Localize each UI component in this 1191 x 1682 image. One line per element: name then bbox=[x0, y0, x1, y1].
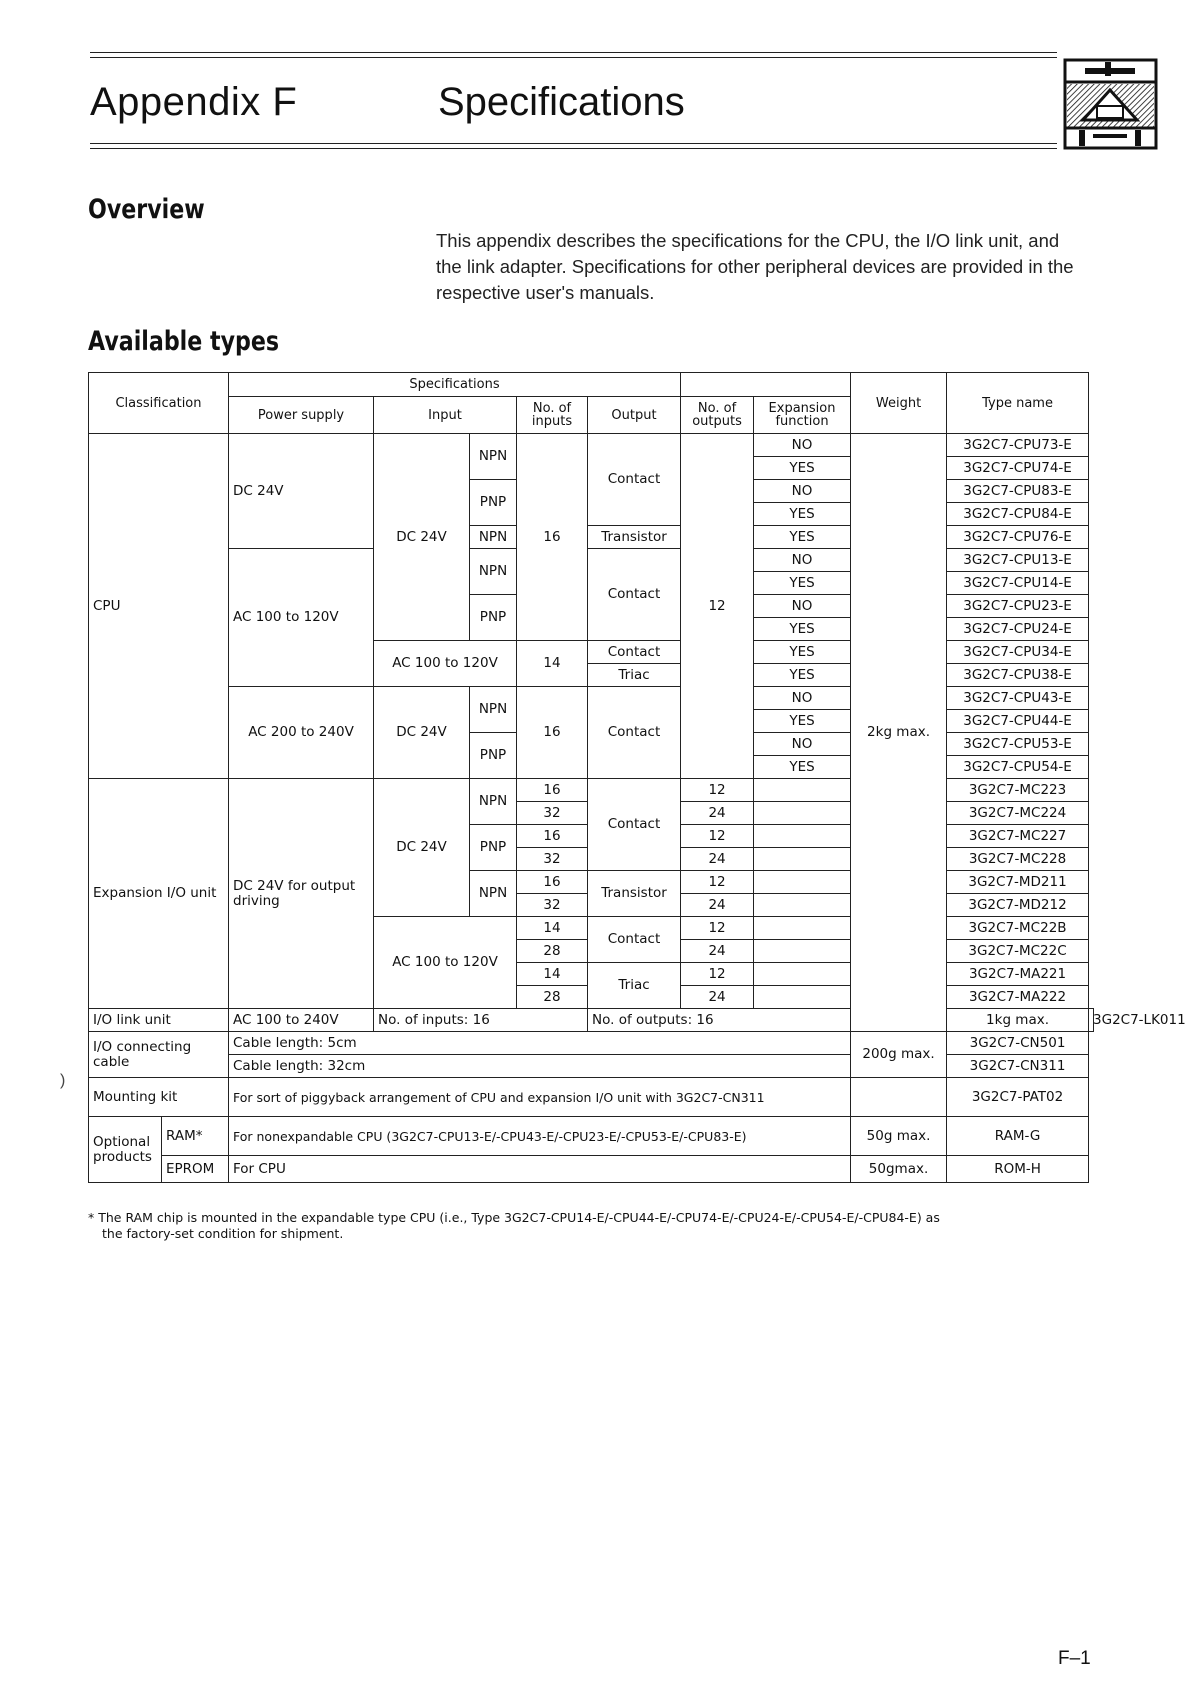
overview-heading: Overview bbox=[88, 194, 205, 225]
header-no-outputs: No. of outputs bbox=[681, 397, 754, 434]
mounting-classification: Mounting kit bbox=[89, 1078, 229, 1117]
io-link-weight: 1kg max. bbox=[947, 1009, 1089, 1032]
header-specifications: Specifications bbox=[229, 373, 681, 397]
exp-outputs-cell: 12 bbox=[681, 825, 754, 848]
expansion-cell: YES bbox=[754, 710, 851, 733]
expansion-cell-empty bbox=[754, 963, 851, 986]
expansion-cell: YES bbox=[754, 572, 851, 595]
exp-outputs-cell: 12 bbox=[681, 963, 754, 986]
exp-inputs-cell: 32 bbox=[517, 894, 588, 917]
cpu-output-contact: Contact bbox=[588, 549, 681, 641]
exp-inputs-cell: 14 bbox=[517, 917, 588, 940]
io-link-outputs: No. of outputs: 16 bbox=[588, 1009, 851, 1032]
header-classification: Classification bbox=[89, 373, 229, 434]
type-name-cell: 3G2C7-CPU83-E bbox=[947, 480, 1089, 503]
cpu-outputs-12: 12 bbox=[681, 434, 754, 779]
margin-bracket-mark: ) bbox=[60, 1072, 66, 1089]
type-name-cell: 3G2C7-CPU13-E bbox=[947, 549, 1089, 572]
exp-input-ac100-120: AC 100 to 120V bbox=[374, 917, 517, 1009]
expansion-cell: YES bbox=[754, 526, 851, 549]
type-name-cell: 3G2C7-CPU24-E bbox=[947, 618, 1089, 641]
cpu-inputs-16: 16 bbox=[517, 434, 588, 641]
optional-classification: Optional products bbox=[89, 1117, 162, 1183]
header-no-inputs: No. of inputs bbox=[517, 397, 588, 434]
expansion-cell-empty bbox=[754, 940, 851, 963]
type-name-cell: 3G2C7-MD211 bbox=[947, 871, 1089, 894]
expansion-cell: NO bbox=[754, 595, 851, 618]
header-rule-bottom-1 bbox=[90, 143, 1057, 144]
header-rule-top-2 bbox=[90, 57, 1057, 58]
expansion-cell-empty bbox=[754, 825, 851, 848]
type-name-cell: 3G2C7-MA221 bbox=[947, 963, 1089, 986]
io-cable-classification: I/O connecting cable bbox=[89, 1032, 229, 1078]
type-name-cell: 3G2C7-MC22C bbox=[947, 940, 1089, 963]
available-types-heading: Available types bbox=[88, 326, 280, 357]
type-name-cell: 3G2C7-PAT02 bbox=[947, 1078, 1089, 1117]
expansion-cell-empty bbox=[754, 871, 851, 894]
exp-npn: NPN bbox=[470, 779, 517, 825]
exp-inputs-cell: 16 bbox=[517, 871, 588, 894]
table-row bbox=[89, 1156, 1094, 1183]
exp-pnp: PNP bbox=[470, 825, 517, 871]
mounting-spec: For sort of piggyback arrangement of CPU and expansion I/O unit with 3G2C7-CN311 bbox=[229, 1078, 851, 1117]
optional-ram-spec: For nonexpandable CPU (3G2C7-CPU13-E/-CPU43-E/-CPU23-E/-CPU53-E/-CPU83-E) bbox=[229, 1117, 851, 1156]
type-name-cell: 3G2C7-CPU38-E bbox=[947, 664, 1089, 687]
table-header-row bbox=[89, 373, 1094, 397]
table-row bbox=[89, 1032, 1094, 1055]
exp-output-contact: Contact bbox=[588, 779, 681, 871]
io-cable-spec: Cable length: 32cm bbox=[229, 1055, 851, 1078]
cpu-output-contact: Contact bbox=[588, 687, 681, 779]
optional-ram-weight: 50g max. bbox=[851, 1117, 947, 1156]
exp-outputs-cell: 12 bbox=[681, 917, 754, 940]
expansion-cell: YES bbox=[754, 503, 851, 526]
cpu-inputs-14: 14 bbox=[517, 641, 588, 687]
header-rule-bottom-2 bbox=[90, 148, 1057, 149]
page-number: F–1 bbox=[1058, 1648, 1091, 1669]
header-input: Input bbox=[374, 397, 517, 434]
expansion-cell: YES bbox=[754, 641, 851, 664]
exp-inputs-cell: 16 bbox=[517, 779, 588, 802]
cpu-npn: NPN bbox=[470, 549, 517, 595]
type-name-cell: 3G2C7-CPU54-E bbox=[947, 756, 1089, 779]
header-power-supply: Power supply bbox=[229, 397, 374, 434]
expansion-cell-empty bbox=[754, 802, 851, 825]
exp-outputs-cell: 12 bbox=[681, 871, 754, 894]
io-link-power: AC 100 to 240V bbox=[229, 1009, 374, 1032]
exp-outputs-cell: 24 bbox=[681, 986, 754, 1009]
table-footnote bbox=[88, 1210, 1098, 1242]
io-cable-spec: Cable length: 5cm bbox=[229, 1032, 851, 1055]
table-row bbox=[89, 1078, 1094, 1117]
type-name-cell: 3G2C7-MC224 bbox=[947, 802, 1089, 825]
footnote-line-2: the factory-set condition for shipment. bbox=[102, 1226, 344, 1241]
cpu-power-ac100-120: AC 100 to 120V bbox=[229, 549, 374, 687]
exp-outputs-cell: 24 bbox=[681, 848, 754, 871]
cpu-output-transistor: Transistor bbox=[588, 526, 681, 549]
available-types-table bbox=[88, 372, 1186, 1183]
type-name-cell: 3G2C7-LK011 bbox=[1089, 1009, 1094, 1032]
cpu-npn: NPN bbox=[470, 526, 517, 549]
type-name-cell: 3G2C7-MC228 bbox=[947, 848, 1089, 871]
exp-outputs-cell: 24 bbox=[681, 940, 754, 963]
cpu-pnp: PNP bbox=[470, 733, 517, 779]
exp-output-contact: Contact bbox=[588, 917, 681, 963]
cpu-power-ac200-240: AC 200 to 240V bbox=[229, 687, 374, 779]
io-cable-weight: 200g max. bbox=[851, 1032, 947, 1078]
cpu-input-dc24v: DC 24V bbox=[374, 687, 470, 779]
cpu-input-ac100-120: AC 100 to 120V bbox=[374, 641, 517, 687]
type-name-cell: 3G2C7-MC223 bbox=[947, 779, 1089, 802]
type-name-cell: 3G2C7-CPU73-E bbox=[947, 434, 1089, 457]
expansion-cell: YES bbox=[754, 756, 851, 779]
cpu-output-contact: Contact bbox=[588, 641, 681, 664]
type-name-cell: 3G2C7-CPU43-E bbox=[947, 687, 1089, 710]
exp-input-dc24v: DC 24V bbox=[374, 779, 470, 917]
expansion-cell: NO bbox=[754, 434, 851, 457]
header-expansion: Expansion function bbox=[754, 397, 851, 434]
exp-inputs-cell: 32 bbox=[517, 802, 588, 825]
appendix-f-logo-icon bbox=[1063, 58, 1158, 150]
cpu-output-contact: Contact bbox=[588, 434, 681, 526]
type-name-cell: 3G2C7-CPU14-E bbox=[947, 572, 1089, 595]
type-name-cell: 3G2C7-CPU74-E bbox=[947, 457, 1089, 480]
expansion-cell-empty bbox=[754, 894, 851, 917]
expansion-cell-empty bbox=[754, 848, 851, 871]
type-name-cell: 3G2C7-CPU53-E bbox=[947, 733, 1089, 756]
exp-outputs-cell: 12 bbox=[681, 779, 754, 802]
header-type-name: Type name bbox=[947, 373, 1089, 434]
type-name-cell: ROM-H bbox=[947, 1156, 1089, 1183]
table-row bbox=[89, 434, 1094, 457]
expansion-cell: YES bbox=[754, 664, 851, 687]
header-rule-top-1 bbox=[90, 52, 1057, 53]
type-name-cell: 3G2C7-CPU44-E bbox=[947, 710, 1089, 733]
type-name-cell: 3G2C7-CPU76-E bbox=[947, 526, 1089, 549]
exp-output-transistor: Transistor bbox=[588, 871, 681, 917]
expansion-cell-empty bbox=[754, 986, 851, 1009]
exp-npn: NPN bbox=[470, 871, 517, 917]
cpu-npn: NPN bbox=[470, 434, 517, 480]
exp-outputs-cell: 24 bbox=[681, 894, 754, 917]
header-blank bbox=[681, 373, 851, 397]
table-row bbox=[89, 1117, 1094, 1156]
overview-paragraph: This appendix describes the specifications for the CPU, the I/O link unit, and the link adapter. Specifications for other peripheral devices are provided in the respective user's manuals. bbox=[436, 230, 1074, 303]
exp-inputs-cell: 28 bbox=[517, 940, 588, 963]
expansion-cell: NO bbox=[754, 687, 851, 710]
type-name-cell: RAM-G bbox=[947, 1117, 1089, 1156]
type-name-cell: 3G2C7-CN501 bbox=[947, 1032, 1089, 1055]
optional-ram-label: RAM* bbox=[162, 1117, 229, 1156]
io-link-classification: I/O link unit bbox=[89, 1009, 229, 1032]
type-name-cell: 3G2C7-MA222 bbox=[947, 986, 1089, 1009]
mounting-weight-empty bbox=[851, 1078, 947, 1117]
type-name-cell: 3G2C7-MD212 bbox=[947, 894, 1089, 917]
cpu-power-dc24v: DC 24V bbox=[229, 434, 374, 549]
type-name-cell: 3G2C7-CPU23-E bbox=[947, 595, 1089, 618]
type-name-cell: 3G2C7-CPU34-E bbox=[947, 641, 1089, 664]
appendix-label: Appendix F bbox=[90, 80, 298, 124]
expansion-cell: NO bbox=[754, 733, 851, 756]
exp-inputs-cell: 32 bbox=[517, 848, 588, 871]
expansion-cell: YES bbox=[754, 618, 851, 641]
optional-eprom-label: EPROM bbox=[162, 1156, 229, 1183]
type-name-cell: 3G2C7-CPU84-E bbox=[947, 503, 1089, 526]
exp-inputs-cell: 16 bbox=[517, 825, 588, 848]
io-link-inputs: No. of inputs: 16 bbox=[374, 1009, 588, 1032]
expansion-cell: NO bbox=[754, 480, 851, 503]
exp-inputs-cell: 14 bbox=[517, 963, 588, 986]
cpu-npn: NPN bbox=[470, 687, 517, 733]
exp-power: DC 24V for output driving bbox=[229, 779, 374, 1009]
header-output: Output bbox=[588, 397, 681, 434]
type-name-cell: 3G2C7-MC22B bbox=[947, 917, 1089, 940]
footnote-line-1: * The RAM chip is mounted in the expandable type CPU (i.e., Type 3G2C7-CPU14-E/-CPU44-E/-CPU74-E/-CPU24-E/-CPU54-E/-CPU84-E) as bbox=[88, 1210, 940, 1225]
header-weight: Weight bbox=[851, 373, 947, 434]
cpu-input-dc24v: DC 24V bbox=[374, 434, 470, 641]
exp-outputs-cell: 24 bbox=[681, 802, 754, 825]
cpu-classification: CPU bbox=[89, 434, 229, 779]
exp-inputs-cell: 28 bbox=[517, 986, 588, 1009]
optional-eprom-weight: 50gmax. bbox=[851, 1156, 947, 1183]
expansion-cell-empty bbox=[754, 779, 851, 802]
type-name-cell: 3G2C7-MC227 bbox=[947, 825, 1089, 848]
cpu-output-triac: Triac bbox=[588, 664, 681, 687]
page-title: Specifications bbox=[438, 80, 685, 124]
expansion-cell: YES bbox=[754, 457, 851, 480]
cpu-inputs-16: 16 bbox=[517, 687, 588, 779]
optional-eprom-spec: For CPU bbox=[229, 1156, 851, 1183]
cpu-pnp: PNP bbox=[470, 480, 517, 526]
expansion-cell-empty bbox=[754, 917, 851, 940]
exp-output-triac: Triac bbox=[588, 963, 681, 1009]
cpu-pnp: PNP bbox=[470, 595, 517, 641]
exp-classification: Expansion I/O unit bbox=[89, 779, 229, 1009]
expansion-cell: NO bbox=[754, 549, 851, 572]
cpu-weight: 2kg max. bbox=[851, 434, 947, 1032]
type-name-cell: 3G2C7-CN311 bbox=[947, 1055, 1089, 1078]
